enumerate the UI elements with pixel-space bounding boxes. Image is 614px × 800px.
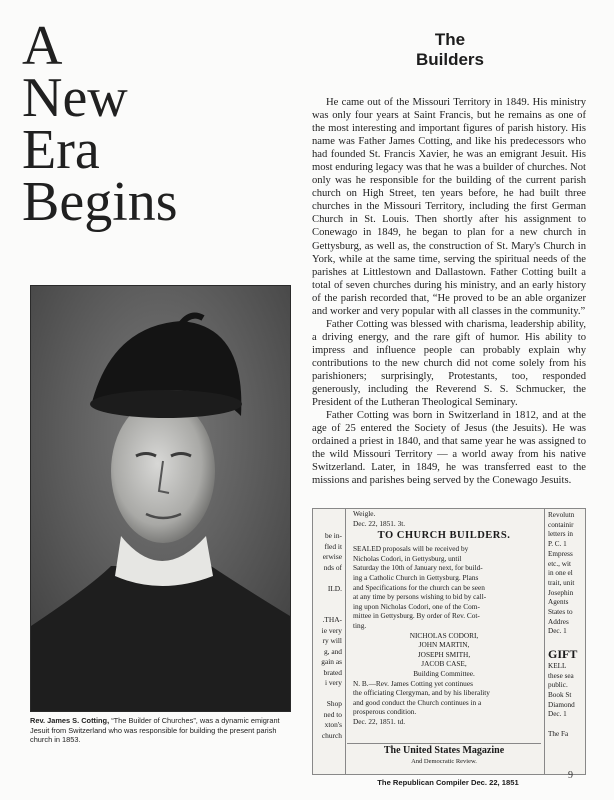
clipping-middle-column: [347, 509, 541, 774]
article-paragraph: He came out of the Missouri Territory in 1849. His ministry was only four years at Saint Francis, but he remains as one of the most interesting and important figures of parish history. His name was Father James Cotting, and like his predecessors who had founded St. Francis Xavier, he was an emigrant Jesuit. His most enduring legacy was that he was a builder of churches. Not only was he responsible for the building of the current parish church on High Street, ten years before, he had built three churches in the Missouri Territory, including the first German Church in St. Louis. Then shortly after his assignment to Conewago in 1849, he began to plan for a new church in Gettysburg, as well as, the construction of St. Mary's Church in York, while at the same time, serving the spiritual needs of the parishes at Littlestown and Dallastown. Father Cotting built a total of seven churches during his ministry, and an early history of the parish recorded that, “He proved to be an able organizer and worker and very popular with all classes in the community.”: [312, 97, 586, 317]
clipping-right-column: [544, 509, 585, 775]
photo-caption: [30, 716, 292, 745]
clipping-left-line: nds of: [323, 562, 342, 572]
clipping-left-line: .THA-: [322, 615, 342, 624]
clipping-note-line: N. B.—Rev. James Cotting yet continues: [353, 678, 473, 688]
clipping-right-line: trait, unit: [548, 578, 575, 587]
clipping-left-line: xton's: [324, 720, 342, 729]
clipping-right-line: Agents: [548, 598, 569, 607]
clipping-note: [347, 679, 541, 727]
headline-line: Begins: [22, 171, 178, 233]
clipping-left-line: g, and: [323, 646, 342, 656]
clipping-left-line: [313, 594, 345, 605]
clipping-masthead: The United States Magazine: [347, 743, 541, 756]
clipping-left-line: [313, 689, 345, 700]
clipping-left-line: ILD.: [327, 583, 342, 593]
clipping-left-line: be in-: [324, 531, 342, 540]
clipping-body-line: ing a Catholic Church in Gettysburg. Plans: [353, 572, 479, 582]
headline-line: New: [22, 67, 128, 129]
clipping-right-line: [545, 720, 585, 730]
clipping-left-line: ie very: [321, 625, 342, 635]
clipping-left-line: ned to: [323, 709, 342, 719]
clipping-committee-line: Building Committee.: [413, 668, 475, 678]
clipping-right-line: letters in: [548, 530, 573, 539]
clipping-right-line: Addres: [548, 617, 569, 626]
clipping-body-line: mittee in Gettysburg. By order of Rev. Cot-: [353, 611, 480, 621]
article-body: [312, 96, 586, 487]
clipping-right-line: these sea: [548, 671, 574, 680]
clipping-right-line: States to: [548, 608, 573, 617]
clipping-masthead-sub: And Democratic Review.: [411, 758, 477, 766]
clipping-committee-line: JOSEPH SMITH,: [417, 649, 471, 659]
clipping-right-line: Dec. 1: [548, 627, 567, 636]
clipping-credit: The Republican Compiler Dec. 22, 1851: [377, 778, 519, 787]
clipping-right-line: Book St: [548, 690, 572, 699]
clipping-body-line: Nicholas Codori, in Gettysburg, until: [353, 553, 462, 563]
clipping-left-line: church: [321, 730, 342, 740]
section-title: [360, 30, 540, 70]
clipping-body-line: SEALED proposals will be received by: [353, 544, 469, 554]
clipping-left-line: i very: [324, 678, 342, 687]
clipping-right-line: etc., wit: [548, 559, 571, 568]
clipping-body-line: at any time by persons wishing to bid by call-: [353, 592, 487, 602]
newspaper-clipping: [312, 508, 586, 775]
caption-name: Rev. James S. Cotting,: [30, 716, 110, 725]
clipping-right-line: KELL: [548, 661, 567, 670]
clipping-left-line: [313, 605, 345, 616]
clipping-body-line: ting.: [353, 620, 367, 630]
clipping-note-line: the officiating Clergyman, and by his liberality: [353, 688, 490, 698]
clipping-right-line: Revolutn: [548, 511, 575, 519]
clipping-right-line: Empress: [548, 549, 573, 558]
clipping-committee-line: JACOB CASE,: [421, 659, 467, 669]
clipping-committee: [347, 631, 541, 679]
clipping-top-line: Dec. 22, 1851. 3t.: [353, 518, 406, 528]
clipping-body: [347, 544, 541, 630]
clipping-top-line: Weigle.: [353, 509, 376, 518]
clipping-left-line: brated: [323, 667, 342, 677]
clipping-right-line: Josephin: [548, 588, 574, 597]
page-number: 9: [568, 770, 573, 781]
clipping-body-line: ing upon Nicholas Codori, one of the Com-: [353, 601, 480, 611]
clipping-right-line: [545, 637, 585, 647]
article-paragraph: Father Cotting was born in Switzerland in 1812, and at the age of 25 entered the Society of Jesus (the Jesuits). He was ordained a priest in 1840, and that same year he was assigned to the wild Missouri Territory — a world away from his native Switzerland. Later, in 1849, he was transferred east to the missions and parishes being served by the Conewago Jesuits.: [312, 410, 586, 487]
clipping-note-line: prosperous condition.: [353, 707, 417, 717]
clipping-right-line: Diamond: [548, 700, 575, 709]
clipping-right-line: in one el: [548, 569, 573, 578]
clipping-committee-line: JOHN MARTIN,: [418, 640, 470, 650]
clipping-note-line: Dec. 22, 1851. td.: [353, 716, 406, 726]
portrait-illustration: [31, 286, 290, 711]
clipping-committee-line: NICHOLAS CODORI,: [409, 630, 479, 640]
clipping-left-column: [313, 509, 346, 775]
caption-text: “The Builder of Churches”, was a dynamic emigrant Jesuit from Switzerland who was responsible for building the present parish church in 1853.: [30, 716, 280, 745]
headline-line: Era: [22, 119, 100, 181]
clipping-body-line: and Specifications for the church can be seen: [353, 582, 485, 592]
headline: [22, 15, 272, 233]
clipping-right-line: The Fa: [548, 729, 569, 738]
clipping-title: TO CHURCH BUILDERS.: [377, 530, 511, 542]
clipping-body-line: Saturday the 10th of January next, for build-: [353, 563, 483, 573]
portrait-photo: [30, 285, 291, 712]
clipping-left-line: [313, 573, 345, 584]
clipping-left-line: ry will: [322, 636, 342, 645]
clipping-right-line: GIFT: [548, 646, 578, 661]
section-title-line: Builders: [415, 50, 485, 69]
clipping-right-line: Dec. 1: [548, 710, 567, 719]
clipping-right-line: P. C. 1: [548, 540, 567, 549]
headline-line: A: [22, 15, 63, 77]
clipping-left-line: erwise: [322, 552, 342, 561]
clipping-left-line: Shop: [326, 699, 342, 708]
clipping-left-line: fled it: [324, 541, 342, 551]
clipping-note-line: and good conduct the Church continues in a: [353, 697, 482, 707]
clipping-right-line: public.: [548, 681, 568, 690]
article-paragraph: Father Cotting was blessed with charisma, leadership ability, a driving energy, and the rare gift of humor. His ability to impress and influence people can probably explain why contributions to the new church did not come solely from his parishioners; surprisingly, Protestants, too, responded generously, including the Reverend S. S. Schmucker, the President of the Lutheran Theological Seminary.: [312, 318, 586, 409]
section-title-line: The: [434, 30, 466, 49]
clipping-right-line: containir: [548, 520, 574, 529]
clipping-left-line: gain as: [321, 657, 342, 666]
